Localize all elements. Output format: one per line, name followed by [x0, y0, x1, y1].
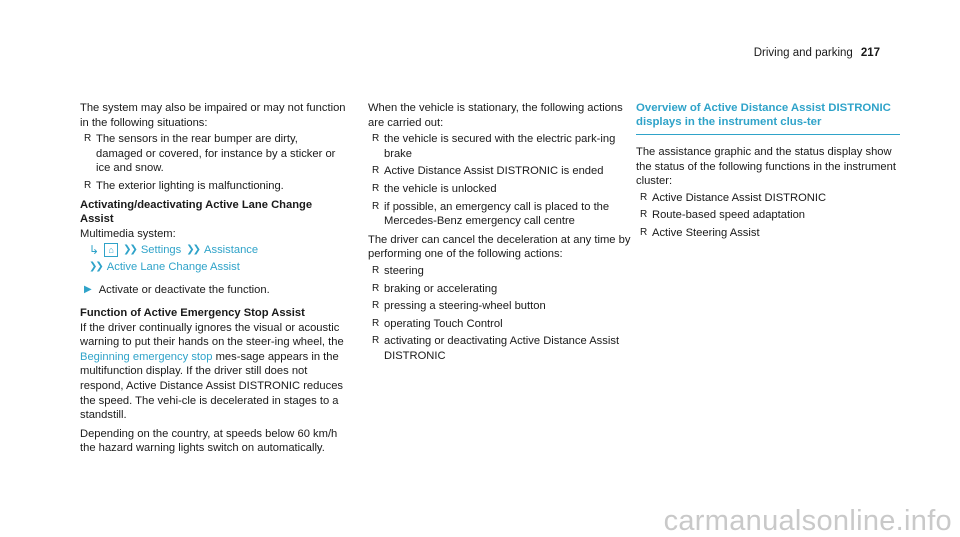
intro-paragraph: The system may also be impaired or may not function in the following situations:: [80, 102, 346, 129]
cancel-list: [368, 264, 634, 364]
menu-item-assistance[interactable]: Assistance: [204, 243, 259, 256]
bullet-icon: R: [640, 226, 648, 238]
list-item: R operating Touch Control: [372, 317, 503, 330]
bullet-icon: R: [372, 264, 380, 276]
list-item: R pressing a steering-wheel button: [372, 300, 546, 313]
action-play-icon: ▶: [84, 284, 92, 296]
bullet-icon: R: [372, 133, 380, 145]
overview-paragraph: The assistance graphic and the status display show the status of the following functions in the instrument cluster:: [636, 146, 896, 188]
bullet-icon: R: [372, 300, 380, 312]
column-left: [80, 101, 346, 456]
list-item: R the vehicle is unlocked: [372, 182, 497, 195]
list-item: R Active Steering Assist: [640, 226, 760, 239]
bullet-icon: R: [372, 182, 380, 194]
menu-path-line-2: [89, 258, 346, 275]
menu-path: [80, 241, 346, 275]
bullet-icon: R: [84, 179, 92, 191]
list-item: R activating or deactivating Active Distance Assist DISTRONIC: [372, 335, 620, 362]
list-item: R The sensors in the rear bumper are dirty, damaged or covered, for instance by a sticker or ice and snow.: [84, 133, 336, 175]
emergency-heading: Function of Active Emergency Stop Assist: [80, 306, 305, 319]
beginning-emergency-stop-message: Beginning emergency stop: [80, 350, 213, 363]
bullet-icon: R: [84, 133, 92, 145]
country-paragraph: Depending on the country, at speeds below 60 km/h the hazard warning lights switch on automatically.: [80, 427, 338, 455]
chevron-double-right-icon: ❯❯: [123, 243, 136, 255]
column-right: [636, 102, 900, 244]
list-item: R if possible, an emergency call is placed to the Mercedes-Benz emergency call centre: [372, 200, 610, 228]
stationary-list: [368, 132, 634, 229]
home-icon[interactable]: ⌂: [104, 243, 118, 257]
list-item: R braking or accelerating: [372, 282, 498, 295]
column-middle: [368, 101, 634, 367]
bullet-icon: R: [372, 200, 380, 212]
action-text: Activate or deactivate the function.: [98, 284, 270, 297]
menu-path-arrow-icon: ↳: [89, 242, 100, 257]
menu-item-active-lane-change-assist[interactable]: Active Lane Change Assist: [106, 260, 240, 273]
list-item: R The exterior lighting is malfunctioning.: [84, 179, 284, 192]
page-header: [754, 46, 880, 61]
list-item: R Active Distance Assist DISTRONIC is ended: [372, 165, 604, 178]
system-label: Multimedia system:: [80, 227, 176, 240]
chevron-double-right-icon: ❯❯: [186, 243, 200, 255]
menu-path-line-1: [89, 241, 346, 258]
list-item: R steering: [372, 264, 424, 277]
bullet-icon: R: [640, 209, 648, 221]
bullet-icon: R: [372, 335, 380, 347]
bullet-icon: R: [372, 165, 380, 177]
impairment-list: [80, 132, 346, 193]
functions-list: [636, 191, 900, 241]
bullet-icon: R: [640, 191, 648, 203]
action-step: [80, 283, 346, 298]
bullet-icon: R: [372, 282, 380, 294]
cancel-paragraph: The driver can cancel the deceleration at any time by performing one of the following actions:: [368, 233, 631, 261]
watermark: carmanualsonline.info: [663, 505, 952, 537]
page-number: 217: [860, 47, 880, 59]
list-item: R Active Distance Assist DISTRONIC: [640, 191, 827, 204]
activate-heading: Activating/deactivating Active Lane Change Assist: [80, 198, 313, 226]
bullet-icon: R: [372, 317, 380, 329]
menu-item-settings[interactable]: Settings: [140, 243, 182, 256]
overview-heading: Overview of Active Distance Assist DISTRONIC displays in the instrument clus-ter: [636, 102, 900, 135]
list-item: R Route-based speed adaptation: [640, 209, 806, 222]
stationary-intro: When the vehicle is stationary, the following actions are carried out:: [368, 102, 623, 129]
list-item: R the vehicle is secured with the electric park-ing brake: [372, 133, 616, 160]
section-title-header: Driving and parking: [753, 47, 853, 59]
emergency-paragraph: If the driver continually ignores the visual or acoustic warning to put their hands on the steer-ing wheel, the Beginning emergency stop mes-sage appears in the multifunction display. If the driver still does not respond, Active Distance Assist DISTRONIC reduces the speed. The vehi-cle is decelerated in stages to a standstill.: [80, 321, 344, 422]
chevron-double-right-icon: ❯❯: [89, 260, 102, 272]
